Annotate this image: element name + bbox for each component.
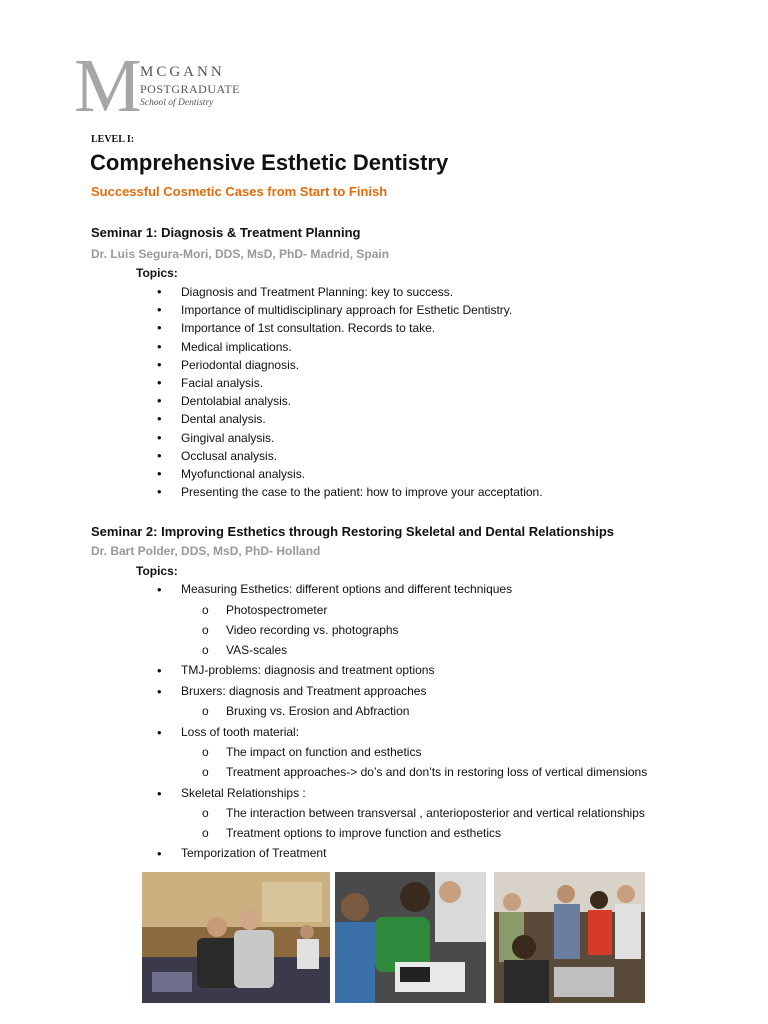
seminar-1-title: Seminar 1: Diagnosis & Treatment Planning [91, 225, 361, 240]
sub-list-item-text: Treatment approaches-> do’s and don’ts in restoring loss of vertical dimensions [226, 765, 648, 779]
list-item: • Importance of multidisciplinary approach for Esthetic Dentistry. [0, 301, 768, 319]
seminar-1-topics-label: Topics: [136, 266, 178, 280]
logo-line-2: POSTGRADUATE [140, 82, 241, 96]
logo-line-1: MCGANN [140, 64, 225, 80]
level-label: LEVEL I: [91, 134, 135, 145]
seminar-2-title: Seminar 2: Improving Esthetics through Restoring Skeletal and Dental Relationships [91, 524, 614, 539]
list-item: • Dental analysis. [0, 410, 768, 428]
list-item-text: Bruxers: diagnosis and Treatment approaches [181, 684, 427, 698]
list-item: • Presenting the case to the patient: how to improve your acceptation. [0, 483, 768, 501]
list-item: • Gingival analysis. [0, 429, 768, 447]
group-photo [494, 872, 645, 1003]
page-subtitle: Successful Cosmetic Cases from Start to Finish [91, 184, 388, 199]
sub-list-item-text: Bruxing vs. Erosion and Abfraction [226, 704, 410, 718]
seminar-1-presenter: Dr. Luis Segura-Mori, DDS, MsD, PhD- Madrid, Spain [91, 247, 390, 261]
list-item-text: TMJ-problems: diagnosis and treatment options [181, 663, 435, 677]
sub-list-item-text: Video recording vs. photographs [226, 623, 399, 637]
list-item: • Periodontal diagnosis. [0, 356, 768, 374]
seminar-2-presenter: Dr. Bart Polder, DDS, MsD, PhD- Holland [91, 544, 321, 558]
sub-list-item-text: The interaction between transversal , anterioposterior and vertical relationships [226, 806, 645, 820]
page-title: Comprehensive Esthetic Dentistry [90, 150, 449, 175]
logo-line-3: School of Dentistry [140, 98, 214, 108]
list-item-text: Temporization of Treatment [181, 846, 327, 860]
list-item-text: Skeletal Relationships : [181, 786, 306, 800]
list-item-text: Measuring Esthetics: different options and different techniques [181, 582, 513, 596]
sub-list-item-text: VAS-scales [226, 643, 288, 657]
list-item: • Facial analysis. [0, 374, 768, 392]
list-item: • Diagnosis and Treatment Planning: key to success. [0, 283, 768, 301]
mcgann-logo [74, 44, 274, 128]
list-item: • Dentolabial analysis. [0, 392, 768, 410]
list-item-text: Loss of tooth material: [181, 725, 300, 739]
hands-on-photo [335, 872, 486, 1003]
classroom-photo [142, 872, 330, 1003]
list-item: • Occlusal analysis. [0, 447, 768, 465]
seminar-1-topic-list [0, 283, 768, 501]
sub-list-item-text: Treatment options to improve function and esthetics [226, 826, 502, 840]
sub-list-item-text: Photospectrometer [226, 603, 328, 617]
list-item: • Importance of 1st consultation. Records to take. [0, 319, 768, 337]
sub-list-item-text: The impact on function and esthetics [226, 745, 422, 759]
list-item: • Medical implications. [0, 338, 768, 356]
logo-letter: M [74, 44, 140, 128]
list-item: • Myofunctional analysis. [0, 465, 768, 483]
seminar-2-topics-label: Topics: [136, 564, 178, 578]
